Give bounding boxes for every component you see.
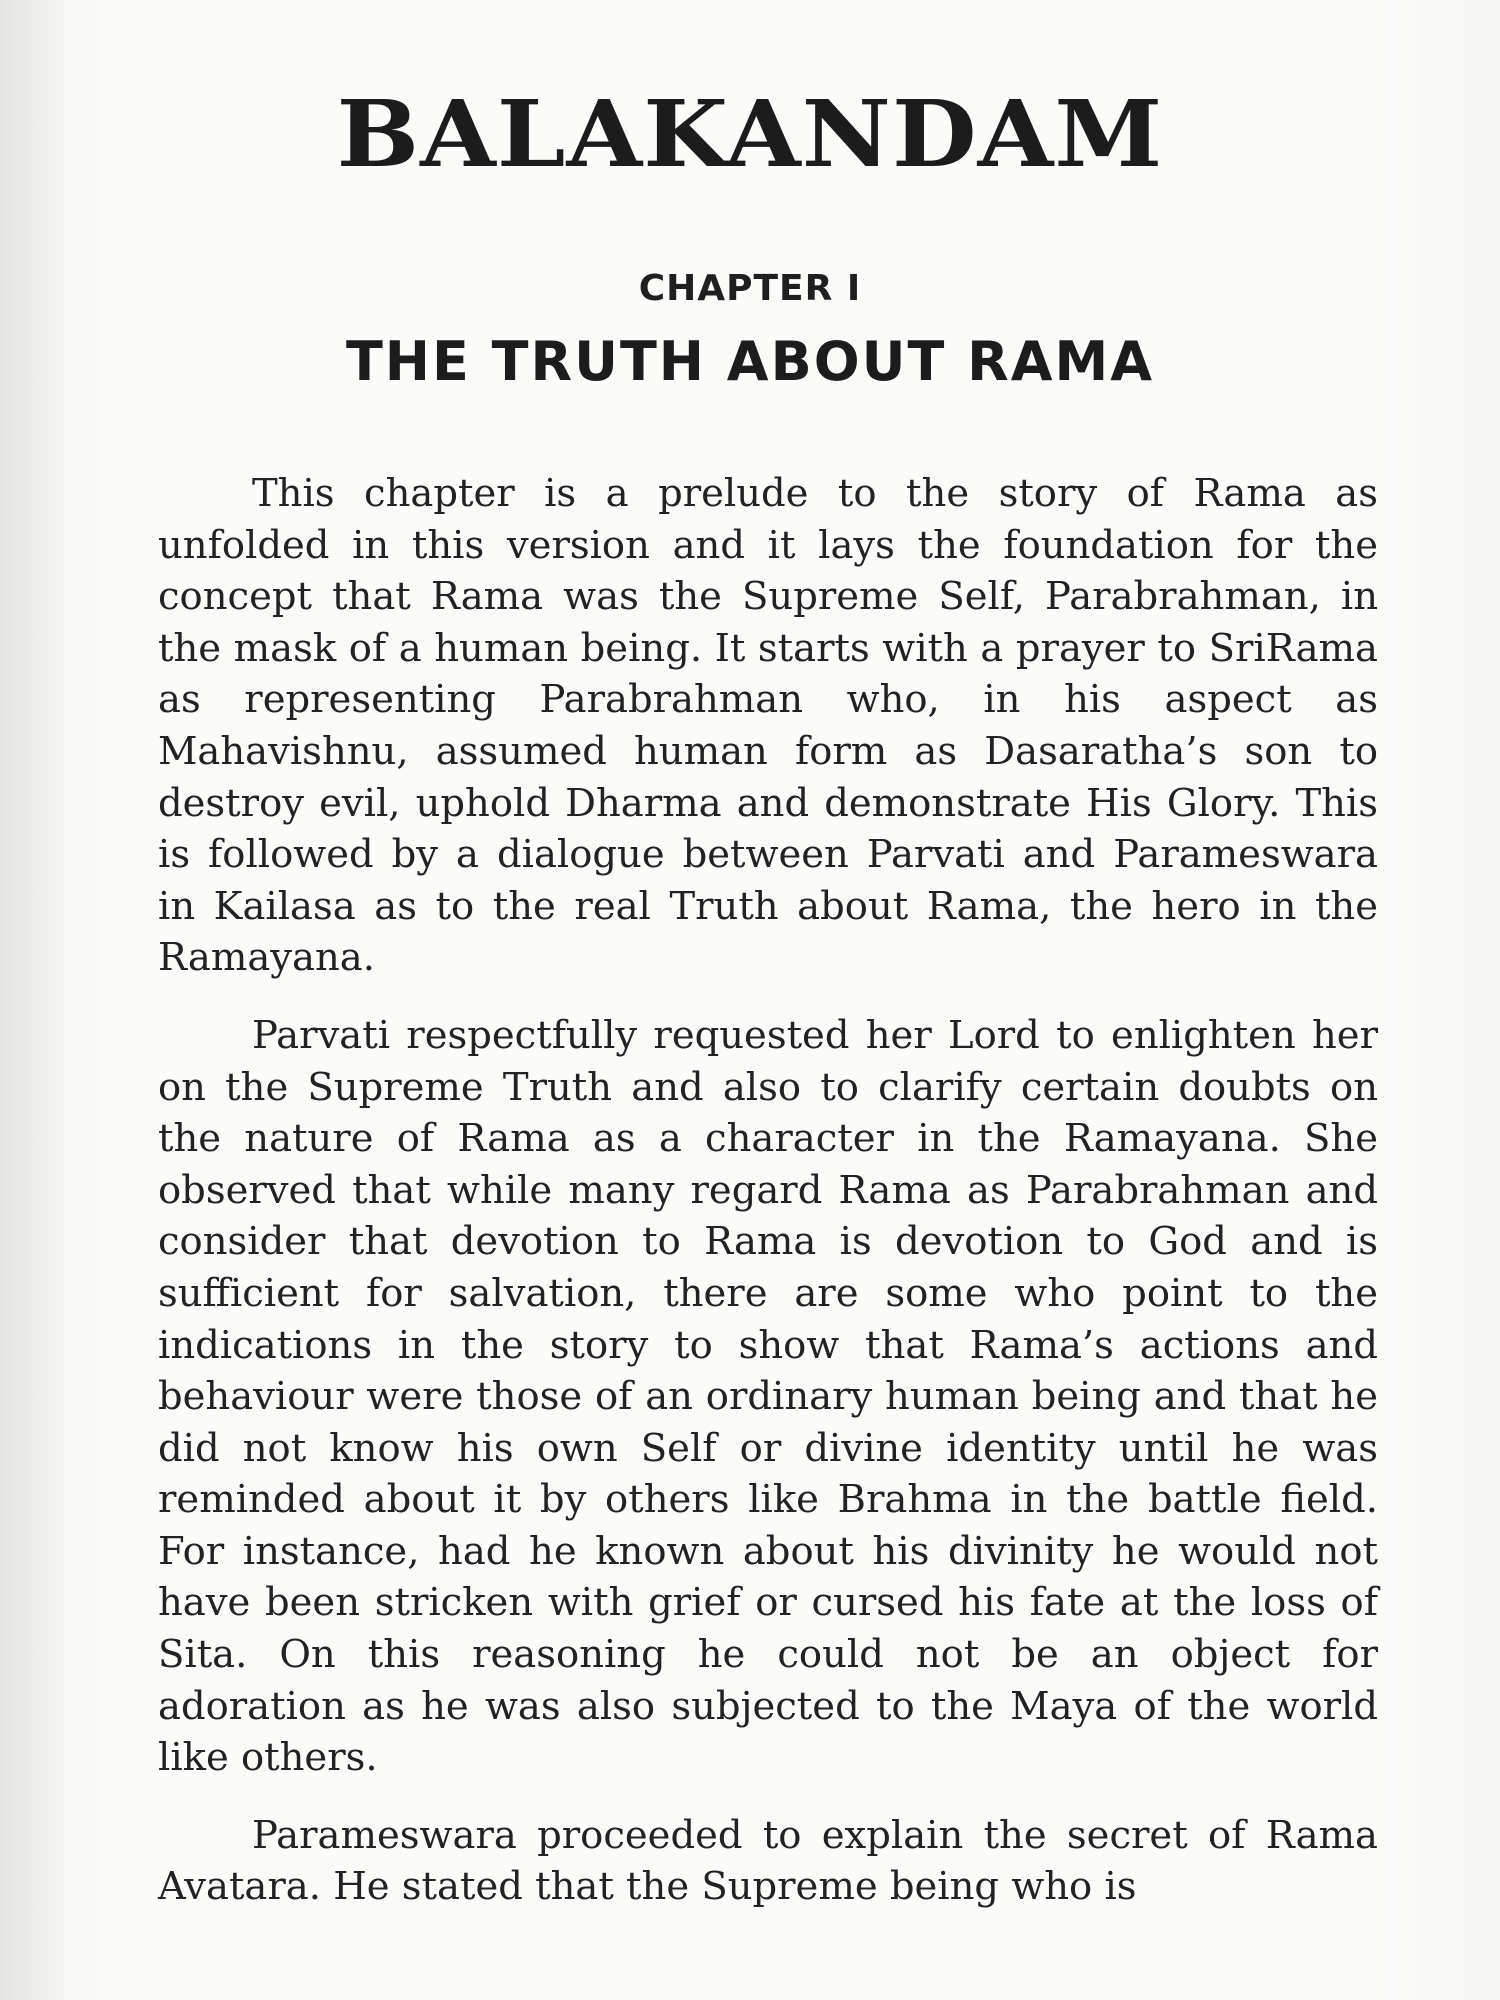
paragraph: Parvati respectfully requested her Lord to enlighten her on the Supreme Truth and also to clarify certain doubts on the nature of Rama as a character in the Ramayana. She observed that while many regard Rama as Parabrahman and consider that devotion to Rama is devotion to God and is sufficient for salvation, there are some who point to the indications in the story to show that Rama’s actions and behaviour were those of an ordinary human being and that he did not know his own Self or divine identity until he was reminded about it by others like Brahma in the battle field. For instance, had he known about his divinity he would not have been stricken with grief or cursed his fate at the loss of Sita. On this reasoning he could not be an object for adoration as he was also subjected to the Maya of the world like others. [158, 1012, 1378, 1781]
book-title: BALAKANDAM [336, 80, 1164, 188]
paragraph: Parameswara proceeded to explain the secret of Rama Avatara. He stated that the Supreme being who is [158, 1812, 1378, 1910]
chapter-label: CHAPTER I [638, 268, 862, 309]
paragraph: This chapter is a prelude to the story of Rama as unfolded in this version and it lays the foundation for the concept that Rama was the Supreme Self, Parabrahman, in the mask of a human being. It starts with a prayer to SriRama as representing Parabrahman who, in his aspect as Mahavishnu, assumed human form as Dasaratha’s son to destroy evil, uphold Dharma and demonstrate His Glory. This is followed by a dialogue between Parvati and Parameswara in Kailasa as to the real Truth about Rama, the hero in the Ramayana. [158, 471, 1378, 981]
binding-gutter-shadow [0, 0, 64, 2000]
chapter-title: THE TRUTH ABOUT RAMA [345, 330, 1155, 393]
body-text [158, 468, 1378, 1913]
